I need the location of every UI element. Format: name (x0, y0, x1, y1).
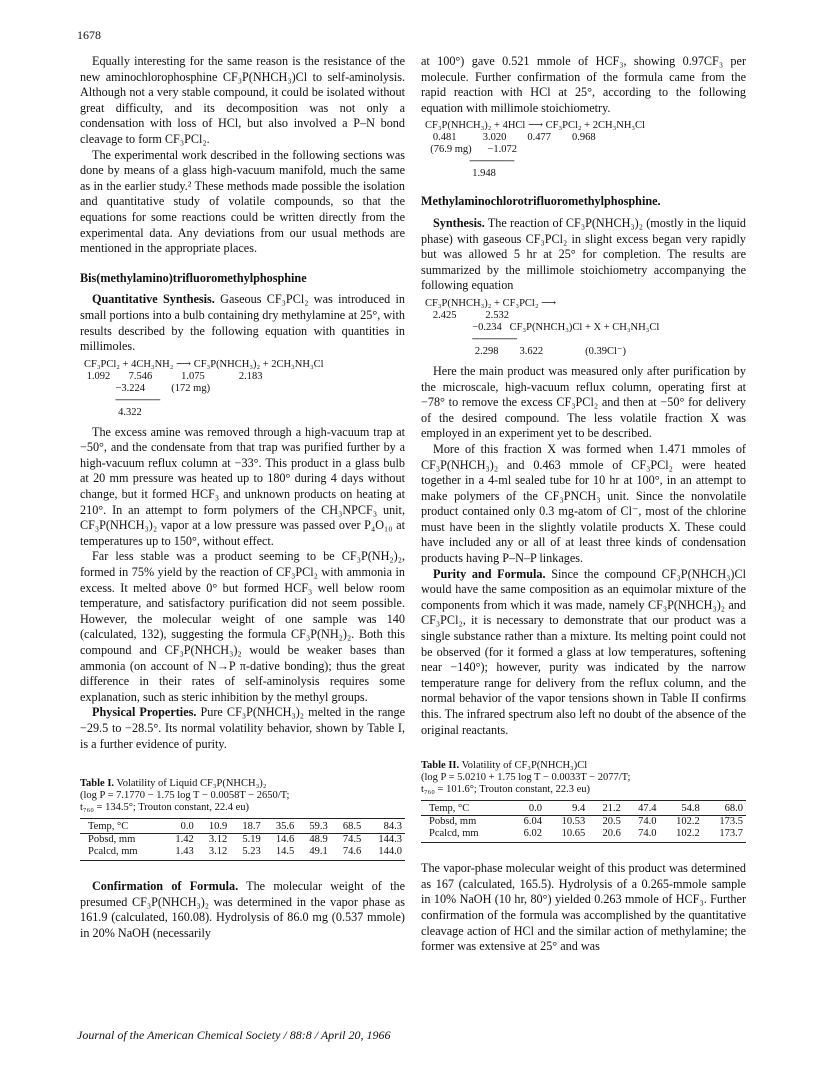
paragraph: Far less stable was a product seeming to be CF₃P(NH₂)₂, formed in 75% yield by the reaction of CF₃PCl₂ with ammonia in excess. It melted above 0° but formed HCF₃ well below room temperature, and satisfactory purification did not seem possible. However, the molecular weight of one sample was 140 (calculated, 132), suggesting the formula CF₃P(NH₂)₂. Both this compound and CF₃P(NHCH₃)₂ would be weaker bases than ammonia (on account of N→P π-dative bonding); thus the great difference in their rates of self-aminolysis requires some explanation, such as steric inhibition by the methyl groups. (80, 549, 405, 704)
left-column (80, 54, 405, 942)
run-in-heading: Synthesis. (433, 215, 485, 230)
table-caption: Table I. Volatility of Liquid CF₃P(NHCH₃)₂ (log P = 7.1770 − 1.75 log T − 0.0058T − 2650/T; t₇₆₀ = 134.5°; Trouton constant, 22.4 eu) (80, 778, 290, 814)
equation: CF₃P(NHCH₃)₂ + CF₃PCl₂ ⟶ 2.425 2.532 −0.234 CF₃P(NHCH₃)Cl + X + CH₃NH₃Cl ────── 2.298 3.622 (0.39Cl⁻) (425, 297, 660, 357)
right-column (421, 54, 746, 955)
table-row: Pcalcd, mm 1.43 3.12 5.23 14.5 49.1 74.6 144.0 (88, 846, 402, 858)
journal-footer: Journal of the American Chemical Society / 88:8 / April 20, 1966 (77, 1028, 391, 1042)
table-row: Pobsd, mm 6.04 10.53 20.5 74.0 102.2 173.5 (429, 816, 743, 828)
paragraph: Synthesis. The reaction of CF₃P(NHCH₃)₂ (mostly in the liquid phase) with gaseous CF₃PCl₂ in slight excess began very rapidly but was allowed 5 hr at 25° for completion. The results are summarized by the millimole stoichiometry accompanying the following equation (421, 215, 746, 293)
paragraph: Equally interesting for the same reason is the resistance of the new aminochlorophosphine CF₃P(NHCH₃)Cl to self-aminolysis. Although not a very stable compound, it could be isolated without great difficulty, and its decomposition was not only a condensation with loss of HCl, but also involved a P–N bond cleavage to form CF₃PCl₂. (80, 54, 405, 146)
paragraph: The excess amine was removed through a high-vacuum trap at −50°, and the condensate from that trap was purified further by a high-vacuum reflux column at −33°. This product in a glass bulb at 20 mm pressure was heated up to 180° during 4 days without change, but it formed HCF₃ and unknown products on heating at 210°. In an attempt to form polymers of the CH₃NPCF₃ unit, CF₃P(NHCH₃)₂ vapor at a low pressure was passed over P₄O₁₀ at temperatures up to 150°, without effect. (80, 424, 405, 548)
paragraph: Purity and Formula. Since the compound CF₃P(NHCH₃)Cl would have the same composition as an equimolar mixture of the components from which it was made, namely CF₃P(NHCH₃)₂ and CF₃PCl₂, it is necessary to demonstrate that our product was a single substance rather than a mixture. Its melting point could not be observed (for it formed a glass at low temperatures, softening near −140°); however, purity was indicated by the narrow temperature range for delivery from the reflux column, and the normal behavior of the vapor tensions shown in Table II confirms this. The infrared spectrum also left no doubt of the absence of the original reactants. (421, 566, 746, 737)
paragraph: at 100°) gave 0.521 mmole of HCF₃, showing 0.97CF₃ per molecule. Further confirmation of the formula came from the rapid reaction with HCl at 25°, according to the following equation with millimole stoichiometry. (421, 54, 746, 115)
table-row: Pcalcd, mm 6.02 10.65 20.6 74.0 102.2 173.7 (429, 828, 743, 840)
table-row: Temp, °C 0.0 9.4 21.2 47.4 54.8 68.0 (421, 801, 746, 816)
paragraph: The experimental work described in the following sections was done by means of a glass high-vacuum manifold, much the same as in the earlier study.² These methods made possible the isolation and quantitative study of volatile compounds, so that the equations for some reactions could be written directly from the experimental data. Any deviations from our usual methods are mentioned in the appropriate places. (80, 147, 405, 256)
page-number: 1678 (77, 28, 101, 42)
table-1 (80, 818, 405, 861)
paragraph: Quantitative Synthesis. Gaseous CF₃PCl₂ was introduced in small portions into a bulb containing dry methylamine at 25°, with results described by the following equation with quantities in millimoles. (80, 292, 405, 354)
table-row: Temp, °C 0.0 10.9 18.7 35.6 59.3 68.5 84.3 (80, 819, 405, 834)
equation: CF₃P(NHCH₃)₂ + 4HCl ⟶ CF₃PCl₂ + 2CH₃NH₃Cl 0.481 3.020 0.477 0.968 (76.9 mg) −1.072 ────── 1.948 (425, 120, 645, 180)
table-2 (421, 800, 746, 843)
paragraph: More of this fraction X was formed when 1.471 mmoles of CF₃P(NHCH₃)₂ and 0.463 mmole of CF₃PCl₂ were heated together in a 4-ml sealed tube for 10 hr at 100°, in an attempt to make polymers of the CF₃PNCH₃ unit. Since the nonvolatile product contained only 0.3 mg-atom of Cl⁻, most of the chlorine must have been in the slightly volatile products X. These could have included any or all of at least three kinds of condensation products having P–N–P linkages. (421, 441, 746, 566)
run-in-heading: Quantitative Synthesis. (92, 292, 215, 307)
paragraph: Confirmation of Formula. The molecular weight of the presumed CF₃P(NHCH₃)₂ was determined in the vapor phase as 161.9 (calculated, 160.08). Hydrolysis of 86.0 mg (0.537 mmole) in 20% NaOH (necessarily (80, 879, 405, 940)
paragraph: The vapor-phase molecular weight of this product was determined as 167 (calculated, 165.5). Hydrolysis of a 0.265-mmole sample in 10% NaOH (10 hr, 80°) yielded 0.263 mmole of HCF₃. Further confirmation of the formula was accomplished by the quantitative cleavage action of HCl and the similar action of methylamine; the former was extensive at 25° and was (421, 861, 746, 954)
section-heading: Bis(methylamino)trifluoromethylphosphine (80, 270, 307, 285)
section-heading: Methylaminochlorotrifluoromethylphosphine. (421, 194, 661, 209)
table-row: Pobsd, mm 1.42 3.12 5.19 14.6 48.9 74.5 144.3 (88, 834, 402, 846)
run-in-heading: Purity and Formula. (433, 566, 546, 581)
paragraph: Physical Properties. Pure CF₃P(NHCH₃)₂ melted in the range −29.5 to −28.5°. Its normal volatility behavior, shown by Table I, is a further evidence of purity. (80, 705, 405, 751)
paragraph: Here the main product was measured only after purification by the microscale, high-vacuum reflux column, operating first at −78° to remove the excess CF₃PCl₂ and then at −50° for delivery of the desired compound. The less volatile fraction X was employed in an experiment yet to be described. (421, 363, 746, 441)
table-caption: Table II. Volatility of CF₃P(NHCH₃)Cl (log P = 5.0210 + 1.75 log T − 0.0033T − 2077/T; t₇₆₀ = 101.6°; Trouton constant, 22.3 eu) (421, 760, 631, 796)
run-in-heading: Physical Properties. (92, 705, 197, 720)
run-in-heading: Confirmation of Formula. (92, 879, 239, 894)
equation: CF₃PCl₂ + 4CH₃NH₂ ⟶ CF₃P(NHCH₃)₂ + 2CH₃NH₃Cl 1.092 7.546 1.075 2.183 −3.224 (172 mg) ────── 4.322 (84, 358, 324, 418)
